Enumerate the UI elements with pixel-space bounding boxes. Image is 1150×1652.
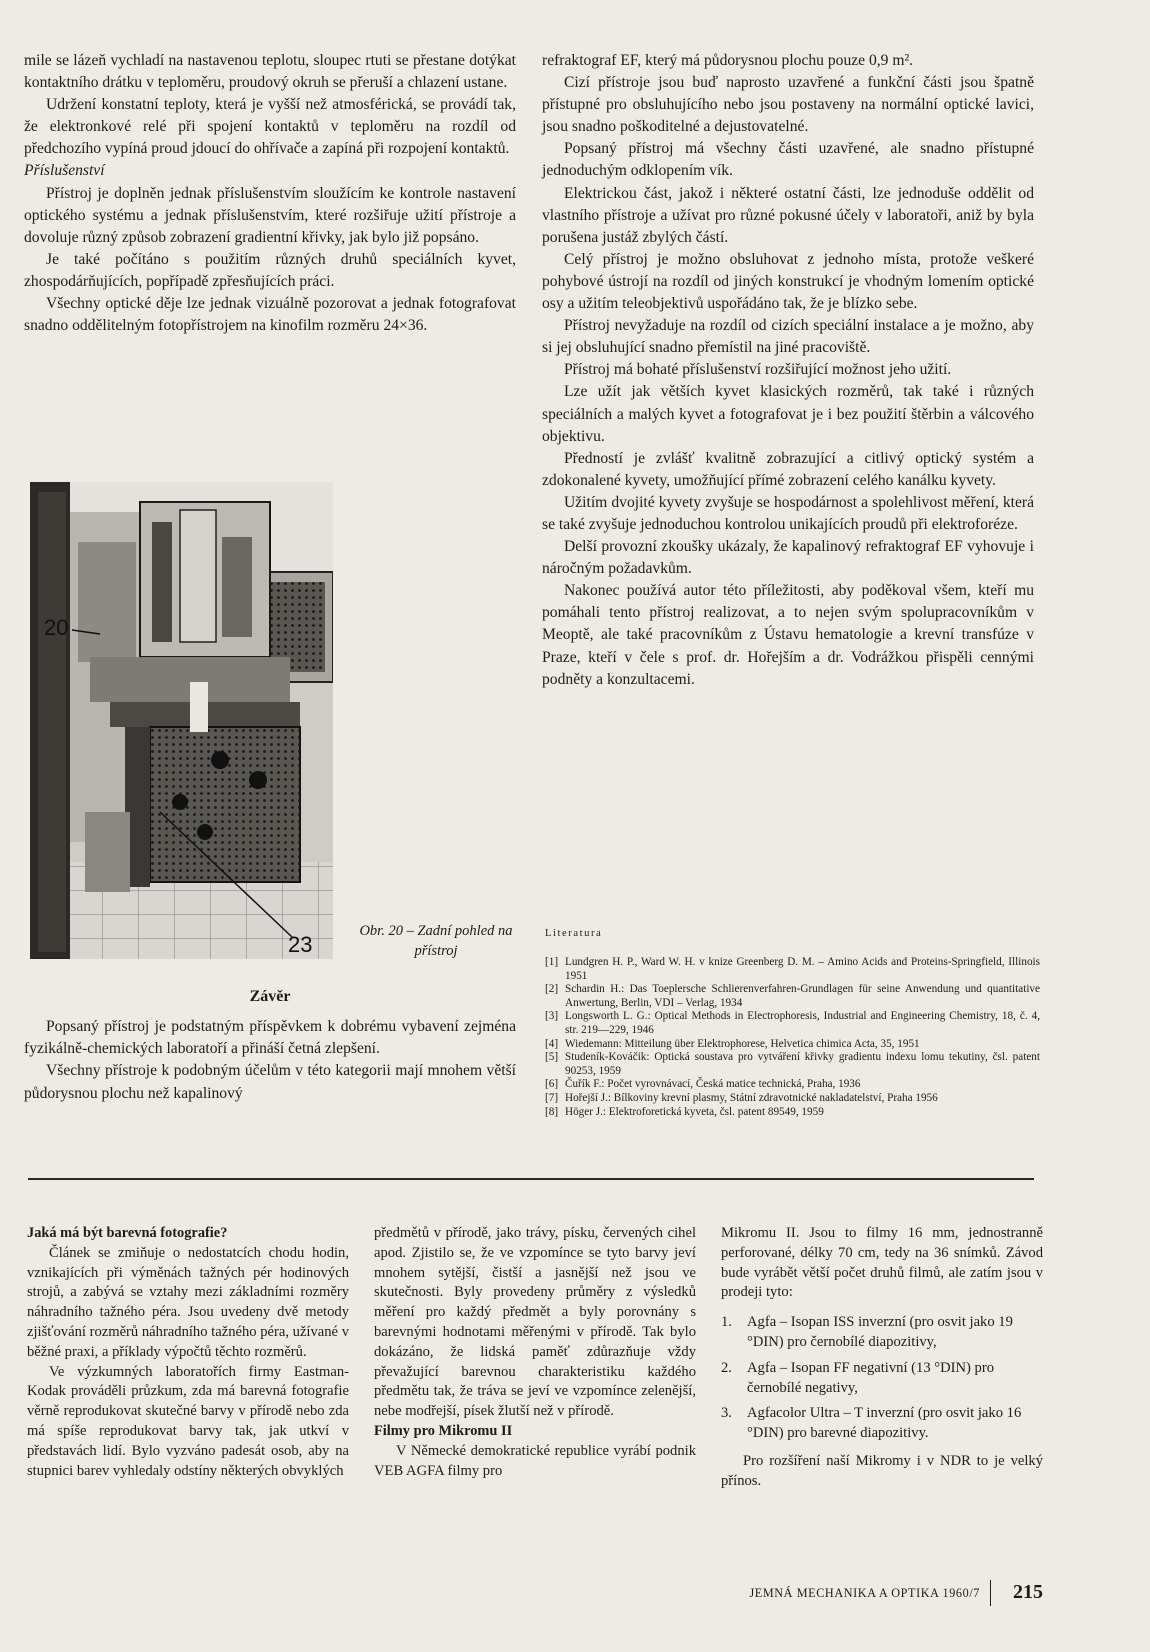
bottom-column-2 bbox=[374, 1224, 696, 1481]
reference-number: [5] bbox=[545, 1051, 559, 1064]
paragraph: Přístroj nevyžaduje na rozdíl od cizích speciální instalace a je možno, aby si jej obsluhující snadno přemístil na jiné pracoviště. bbox=[542, 317, 1034, 357]
paragraph: Všechny optické děje lze jednak vizuálně pozorovat a jednak fotografovat snadno oddělitelným fotopřístrojem na kinofilm rozměru 24×36. bbox=[24, 295, 516, 335]
article-heading: Jaká má být barevná fotografie? bbox=[27, 1225, 228, 1241]
figure-label-23: 23 bbox=[288, 932, 313, 957]
reference-text: Čuřík F.: Počet vyrovnávací, Česká matice technická, Praha, 1936 bbox=[565, 1078, 861, 1091]
paragraph: Přístroj je doplněn jednak příslušenstvím sloužícím ke kontrole nastavení optického systému a jednak příslušenstvím, které rozšiřuje užití přístroje a dovoluje různý způsob zobrazení gradientní křivky, jak bylo již popsáno. bbox=[24, 184, 516, 246]
list-item bbox=[721, 1359, 1043, 1399]
reference-item bbox=[545, 1106, 1040, 1120]
reference-item bbox=[545, 983, 1040, 1010]
reference-text: Longsworth L. G.: Optical Methods in Electrophoresis, Industrial and Engineering Chemistry, 18, č. 4, str. 219—229, 1946 bbox=[565, 1010, 1040, 1036]
paragraph: refraktograf EF, který má půdorysnou plochu pouze 0,9 m². bbox=[542, 52, 914, 69]
zaver-text bbox=[24, 1016, 516, 1105]
page-footer bbox=[729, 1580, 1043, 1606]
paragraph: Pro rozšíření naší Mikromy i v NDR to je velký přínos. bbox=[721, 1452, 1043, 1489]
paragraph: Předností je zvlášť kvalitně zobrazující a citlivý optický systém a zdokonalené kyvety, umožňující přímé zobrazení celého kanálku kyvety. bbox=[542, 449, 1034, 489]
journal-title: JEMNÁ MECHANIKA A OPTIKA 1960/7 bbox=[749, 1586, 980, 1600]
figure-photo bbox=[30, 482, 333, 959]
reference-text: Schardin H.: Das Toeplersche Schlierenverfahren-Grundlagen für seine Anwendung und quantitative Anwertung, Berlin, VDI – Verlag, 1934 bbox=[565, 983, 1040, 1009]
reference-number: [1] bbox=[545, 956, 559, 968]
paragraph: Delší provozní zkoušky ukázaly, že kapalinový refraktograf EF vyhovuje i náročným požadavkům. bbox=[542, 538, 1034, 578]
list-number: 3. bbox=[721, 1405, 732, 1422]
reference-text: Hořejší J.: Bílkoviny krevní plasmy, Státní zdravotnické nakladatelství, Praha 1956 bbox=[565, 1091, 938, 1104]
figure-caption: Obr. 20 – Zadní pohled na přístroj bbox=[359, 923, 513, 959]
bottom-column-1 bbox=[27, 1224, 349, 1481]
list-text: Agfa – Isopan FF negativní (13 °DIN) pro černobílé negativy, bbox=[747, 1359, 994, 1396]
reference-text: Höger J.: Elektroforetická kyveta, čsl. patent 89549, 1959 bbox=[565, 1105, 824, 1118]
film-list bbox=[721, 1313, 1043, 1444]
paragraph: Cizí přístroje jsou buď naprosto uzavřené a funkční části jsou špatně přístupné pro obsluhujícího nebo jsou postaveny na normální optické lavici, jsou snadno poškoditelné a dejustovatelné. bbox=[542, 74, 1034, 136]
paragraph: předmětů v přírodě, jako trávy, písku, červených cihel apod. Zjistilo se, že ve vzpomínce se tyto barvy jeví mnohem sytější, čistší a jasnější než jsou ve skutečnosti. Byly provedeny průměry z výsledků měření pro každý předmět a byly porovnány s barevnými hodnotami měřenými v přírodě. Tak bylo dokázáno, že lidská paměť zdůrazňuje vždy převažující barevnou charakteristiku každého předmětu tak, že tráva se jeví ve vzpomínce zelenější, nebe modřejší, písek žlutší než v přírodě. bbox=[374, 1225, 696, 1420]
column-right bbox=[542, 50, 1034, 691]
paragraph: Lze užít jak větších kyvet klasických rozměrů, tak také i různých speciálních a malých kyvet a fotografovat je i bez použití štěrbin a válcového objektivu. bbox=[542, 383, 1034, 445]
article-heading: Filmy pro Mikromu II bbox=[374, 1422, 513, 1439]
reference-text: Wiedemann: Mitteilung über Elektrophorese, Helvetica chimica Acta, 35, 1951 bbox=[565, 1037, 920, 1050]
section-heading-zaver: Závěr bbox=[249, 988, 291, 1005]
paragraph: Popsaný přístroj je podstatným příspěvkem k dobrému vybavení zejména fyzikálně-chemických laboratoří a přináší četná zlepšení. bbox=[24, 1018, 516, 1058]
reference-item bbox=[545, 956, 1040, 983]
list-item bbox=[721, 1404, 1043, 1444]
reference-number: [7] bbox=[545, 1091, 559, 1104]
reference-item bbox=[545, 1010, 1040, 1037]
apparatus-photo bbox=[30, 482, 333, 959]
page-number: 215 bbox=[1013, 1581, 1043, 1603]
reference-number: [2] bbox=[545, 983, 559, 996]
paragraph: Užitím dvojité kyvety zvyšuje se hospodárnost a spolehlivost měření, která se také zvyšuje jednoduchou kontrolou unikajících proudů při elektroforéze. bbox=[542, 493, 1034, 533]
paragraph: V Německé demokratické republice vyrábí podnik VEB AGFA filmy pro bbox=[374, 1442, 696, 1479]
footer-divider bbox=[990, 1580, 992, 1606]
list-item bbox=[721, 1313, 1043, 1353]
reference-text: Lundgren H. P., Ward W. H. v knize Greenberg D. M. – Amino Acids and Proteins-Springfield, Illinois 1951 bbox=[565, 956, 1040, 982]
reference-item bbox=[545, 1092, 1040, 1106]
figure-label-20: 20 bbox=[44, 615, 69, 640]
paragraph: Je také počítáno s použitím různých druhů speciálních kyvet, zhospodárňujících, popřípadě zpřesňujících práci. bbox=[24, 250, 516, 290]
paragraph: Všechny přístroje k podobným účelům v této kategorii mají mnohem větší půdorysnou plochu než kapalinový bbox=[24, 1062, 516, 1102]
reference-item bbox=[545, 1078, 1040, 1092]
column-left bbox=[24, 50, 516, 337]
paragraph: Popsaný přístroj má všechny části uzavřené, ale snadno přístupné jednoduchým odklopením vík. bbox=[542, 140, 1034, 180]
reference-item bbox=[545, 1038, 1040, 1052]
reference-number: [8] bbox=[545, 1105, 559, 1118]
reference-item bbox=[545, 1051, 1040, 1078]
paragraph: Nakonec používá autor této příležitosti, aby poděkoval všem, kteří mu pomáhali tento přístroj realizovat, a to nejen svým spolupracovníkům v Meoptě, ale také pracovníkům z Ústavu hematologie a krevní transfúze v Praze, kteří v čele s prof. dr. Hořejším a dr. Vodrážkou přispěli cennými podněty a konzultacemi. bbox=[542, 582, 1034, 688]
paragraph: Udržení konstatní teploty, která je vyšší než atmosférická, se provádí tak, že elektronkové relé při spojení kontaktů v teploměru na rozdíl od předchozího vypíná proud jdoucí do ohřívače a zapíná při rozpojení kontaktů. bbox=[24, 96, 516, 158]
paragraph: Mikromu II. Jsou to filmy 16 mm, jednostranně perforované, délky 70 cm, tedy na 36 snímků. Závod bude vyrábět větší počet druhů filmů, ale zatím jsou v prodeji tyto: bbox=[721, 1225, 1043, 1301]
paragraph: mile se lázeň vychladí na nastavenou teplotu, sloupec rtuti se přestane dotýkat kontaktního drátku v teploměru, proudový okruh se přeruší a chlazení ustane. bbox=[24, 52, 516, 92]
reference-list bbox=[545, 956, 1040, 1119]
paragraph: Přístroj má bohaté příslušenství rozšiřující možnost jeho užití. bbox=[564, 361, 952, 379]
bottom-column-3 bbox=[721, 1224, 1043, 1492]
paragraph: Celý přístroj je možno obsluhovat z jednoho místa, protože veškeré pohybové ústrojí na rozdíl od jiných konstrukcí je vhodným lomením optické osy a užitím teleobjektivů uspořádáno tak, že je blízko sebe. bbox=[542, 250, 1034, 313]
reference-number: [3] bbox=[545, 1010, 559, 1023]
list-text: Agfacolor Ultra – T inverzní (pro osvit jako 16 °DIN) pro barevné diapozitivy. bbox=[747, 1405, 1022, 1442]
reference-number: [6] bbox=[545, 1078, 559, 1091]
reference-text: Studeník-Kováčik: Optická soustava pro vytváření křivky gradientu indexu lomu tekutiny, čsl. patent 90253, 1959 bbox=[565, 1051, 1040, 1077]
reference-number: [4] bbox=[545, 1037, 559, 1050]
section-heading: Příslušenství bbox=[24, 162, 105, 180]
paragraph: Článek se zmiňuje o nedostatcích chodu hodin, vznikajících při výměnách tažných pér hodinových strojů, a zabývá se vztahy mezi základními rozměry náhradního tažného péra. Jsou uvedeny dvě metody zjišťování rozměrů náhradního tažného péra, užívané v běžné praxi, a příklady výpočtů těchto rozměrů. bbox=[27, 1244, 349, 1360]
list-text: Agfa – Isopan ISS inverzní (pro osvit jako 19 °DIN) pro černobílé diapozitivy, bbox=[747, 1314, 1013, 1350]
paragraph: Ve výzkumných laboratořích firmy Eastman-Kodak prováděli průzkum, zda má barevná fotografie věrně reprodukovat skutečné barvy v přírodě nebo zda má spíše reprodukovat barvy tak, jak utkví v představách lidí. Bylo vyzváno padesát osob, aby na stupnici barev vyhledaly odstíny některých obvyklých bbox=[27, 1363, 349, 1479]
literature-heading: Literatura bbox=[545, 928, 603, 939]
list-number: 2. bbox=[721, 1359, 732, 1376]
section-divider bbox=[28, 1178, 1034, 1180]
paragraph: Elektrickou část, jakož i některé ostatní části, lze jednoduše oddělit od vlastního přístroje a užívat pro různé pokusné účely v laboratoři, aniž by byla porušena justáž zbylých částí. bbox=[542, 184, 1034, 246]
list-number: 1. bbox=[721, 1314, 732, 1331]
